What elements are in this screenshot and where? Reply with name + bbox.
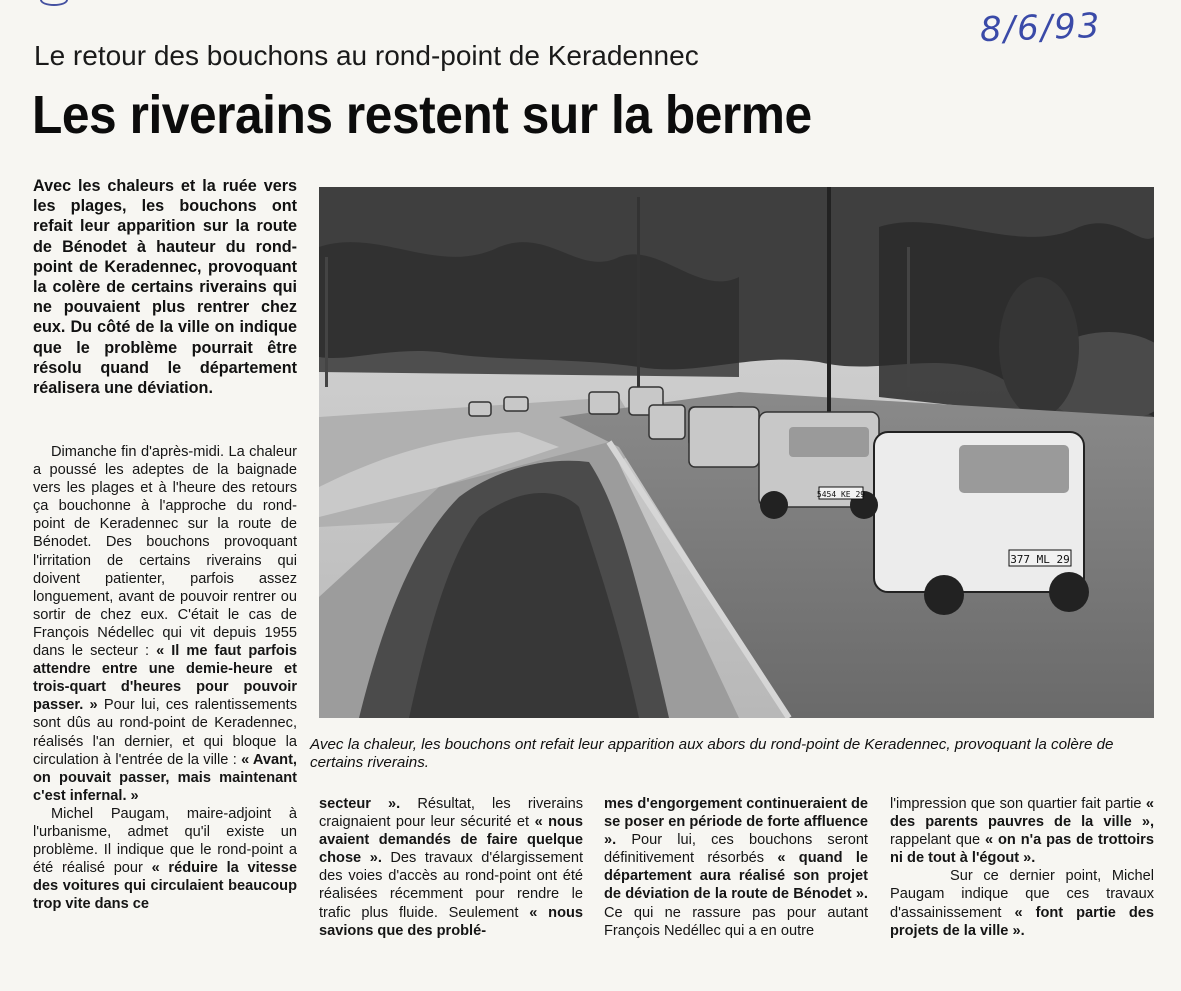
paragraph-4: mes d'engorgement continueraient de se poser en période de forte affluence ». Pour lui, ces bouchons seront définitivement résorbés « quand le département aura réalisé son projet de déviation de la route de Bénodet ». Ce qui ne rassure pas pour autant François Nedéllec qui a en outre [604, 796, 869, 939]
article-column-2 [319, 795, 583, 940]
paragraph-3: secteur ». Résultat, les riverains craignaient pour leur sécurité et « nous avaient demandés de faire quelque chose ». Des travaux d'élargissement des voies d'accès au rond-point ont été réalisées récemment pour rendre le trafic plus fluide. Seulement « nous savions que des problé- [319, 796, 584, 939]
article-column-3 [604, 795, 868, 940]
handwritten-date: 8/6/93 [979, 5, 1103, 51]
photo-caption: Avec la chaleur, les bouchons ont refait leur apparition aux abors du rond-point de Keradennec, provoquant la colère de certains riverains. [310, 736, 1114, 771]
article-headline: Les riverains restent sur la berme [32, 85, 812, 145]
article-column-4 [890, 795, 1154, 940]
paragraph-6: Sur ce dernier point, Michel Paugam indique que ces travaux d'assainissement « font partie des projets de la ville ». [890, 868, 1155, 939]
paragraph-1: Dimanche fin d'après-midi. La chaleur a poussé les adeptes de la baignade vers les plages et à l'heure des retours ça bouchonne à l'approche du rond-point de Keradennec sur la route de Bénodet. Des bouchons provoquant l'irritation de certains riverains qui doivent patienter, parfois assez longuement, avant de pouvoir rentrer ou sortir de chez eux. C'était le cas de François Nédellec qui vit depuis 1955 dans le secteur : « Il me faut parfois attendre entre une demie-heure et trois-quart d'heures pour pouvoir passer. » Pour lui, ces ralentissements sont dûs au rond-point de Keradennec, réalisés l'an dernier, et qui bloque la circulation à l'entrée de la ville : « Avant, on pouvait passer, mais maintenant c'est infernal. » [33, 444, 297, 804]
paragraph-2: Michel Paugam, maire-adjoint à l'urbanisme, admet qu'il existe un problème. Il indique que le rond-point a été réalisé pour « réduire la vitesse des voitures qui circulaient beaucoup trop vite dans ce [33, 805, 297, 913]
license-plate-front: 377 ML 29 [1010, 553, 1070, 566]
photo-illustration [319, 187, 1154, 718]
article-column-1 [33, 443, 297, 913]
article-lead: Avec les chaleurs et la ruée vers les plages, les bouchons ont refait leur apparition sur la route de Bénodet à hauteur du rond-point de Keradennec, provoquant la colère de certains riverains qui ne pouvaient plus rentrer chez eux. Du côté de la ville on indique que le problème pourrait être résolu quand le département réalisera une déviation. [33, 177, 297, 398]
paragraph-5: l'impression que son quartier fait partie « des parents pauvres de la ville », rappelant que « on n'a pas de trottoirs ni de tout à l'égout ». [890, 796, 1154, 867]
traffic-jam-photo [319, 187, 1154, 718]
scan-mark [40, 0, 68, 6]
license-plate-middle: 5454 KE 29 [816, 490, 866, 499]
article-kicker: Le retour des bouchons au rond-point de Keradennec [34, 40, 699, 71]
